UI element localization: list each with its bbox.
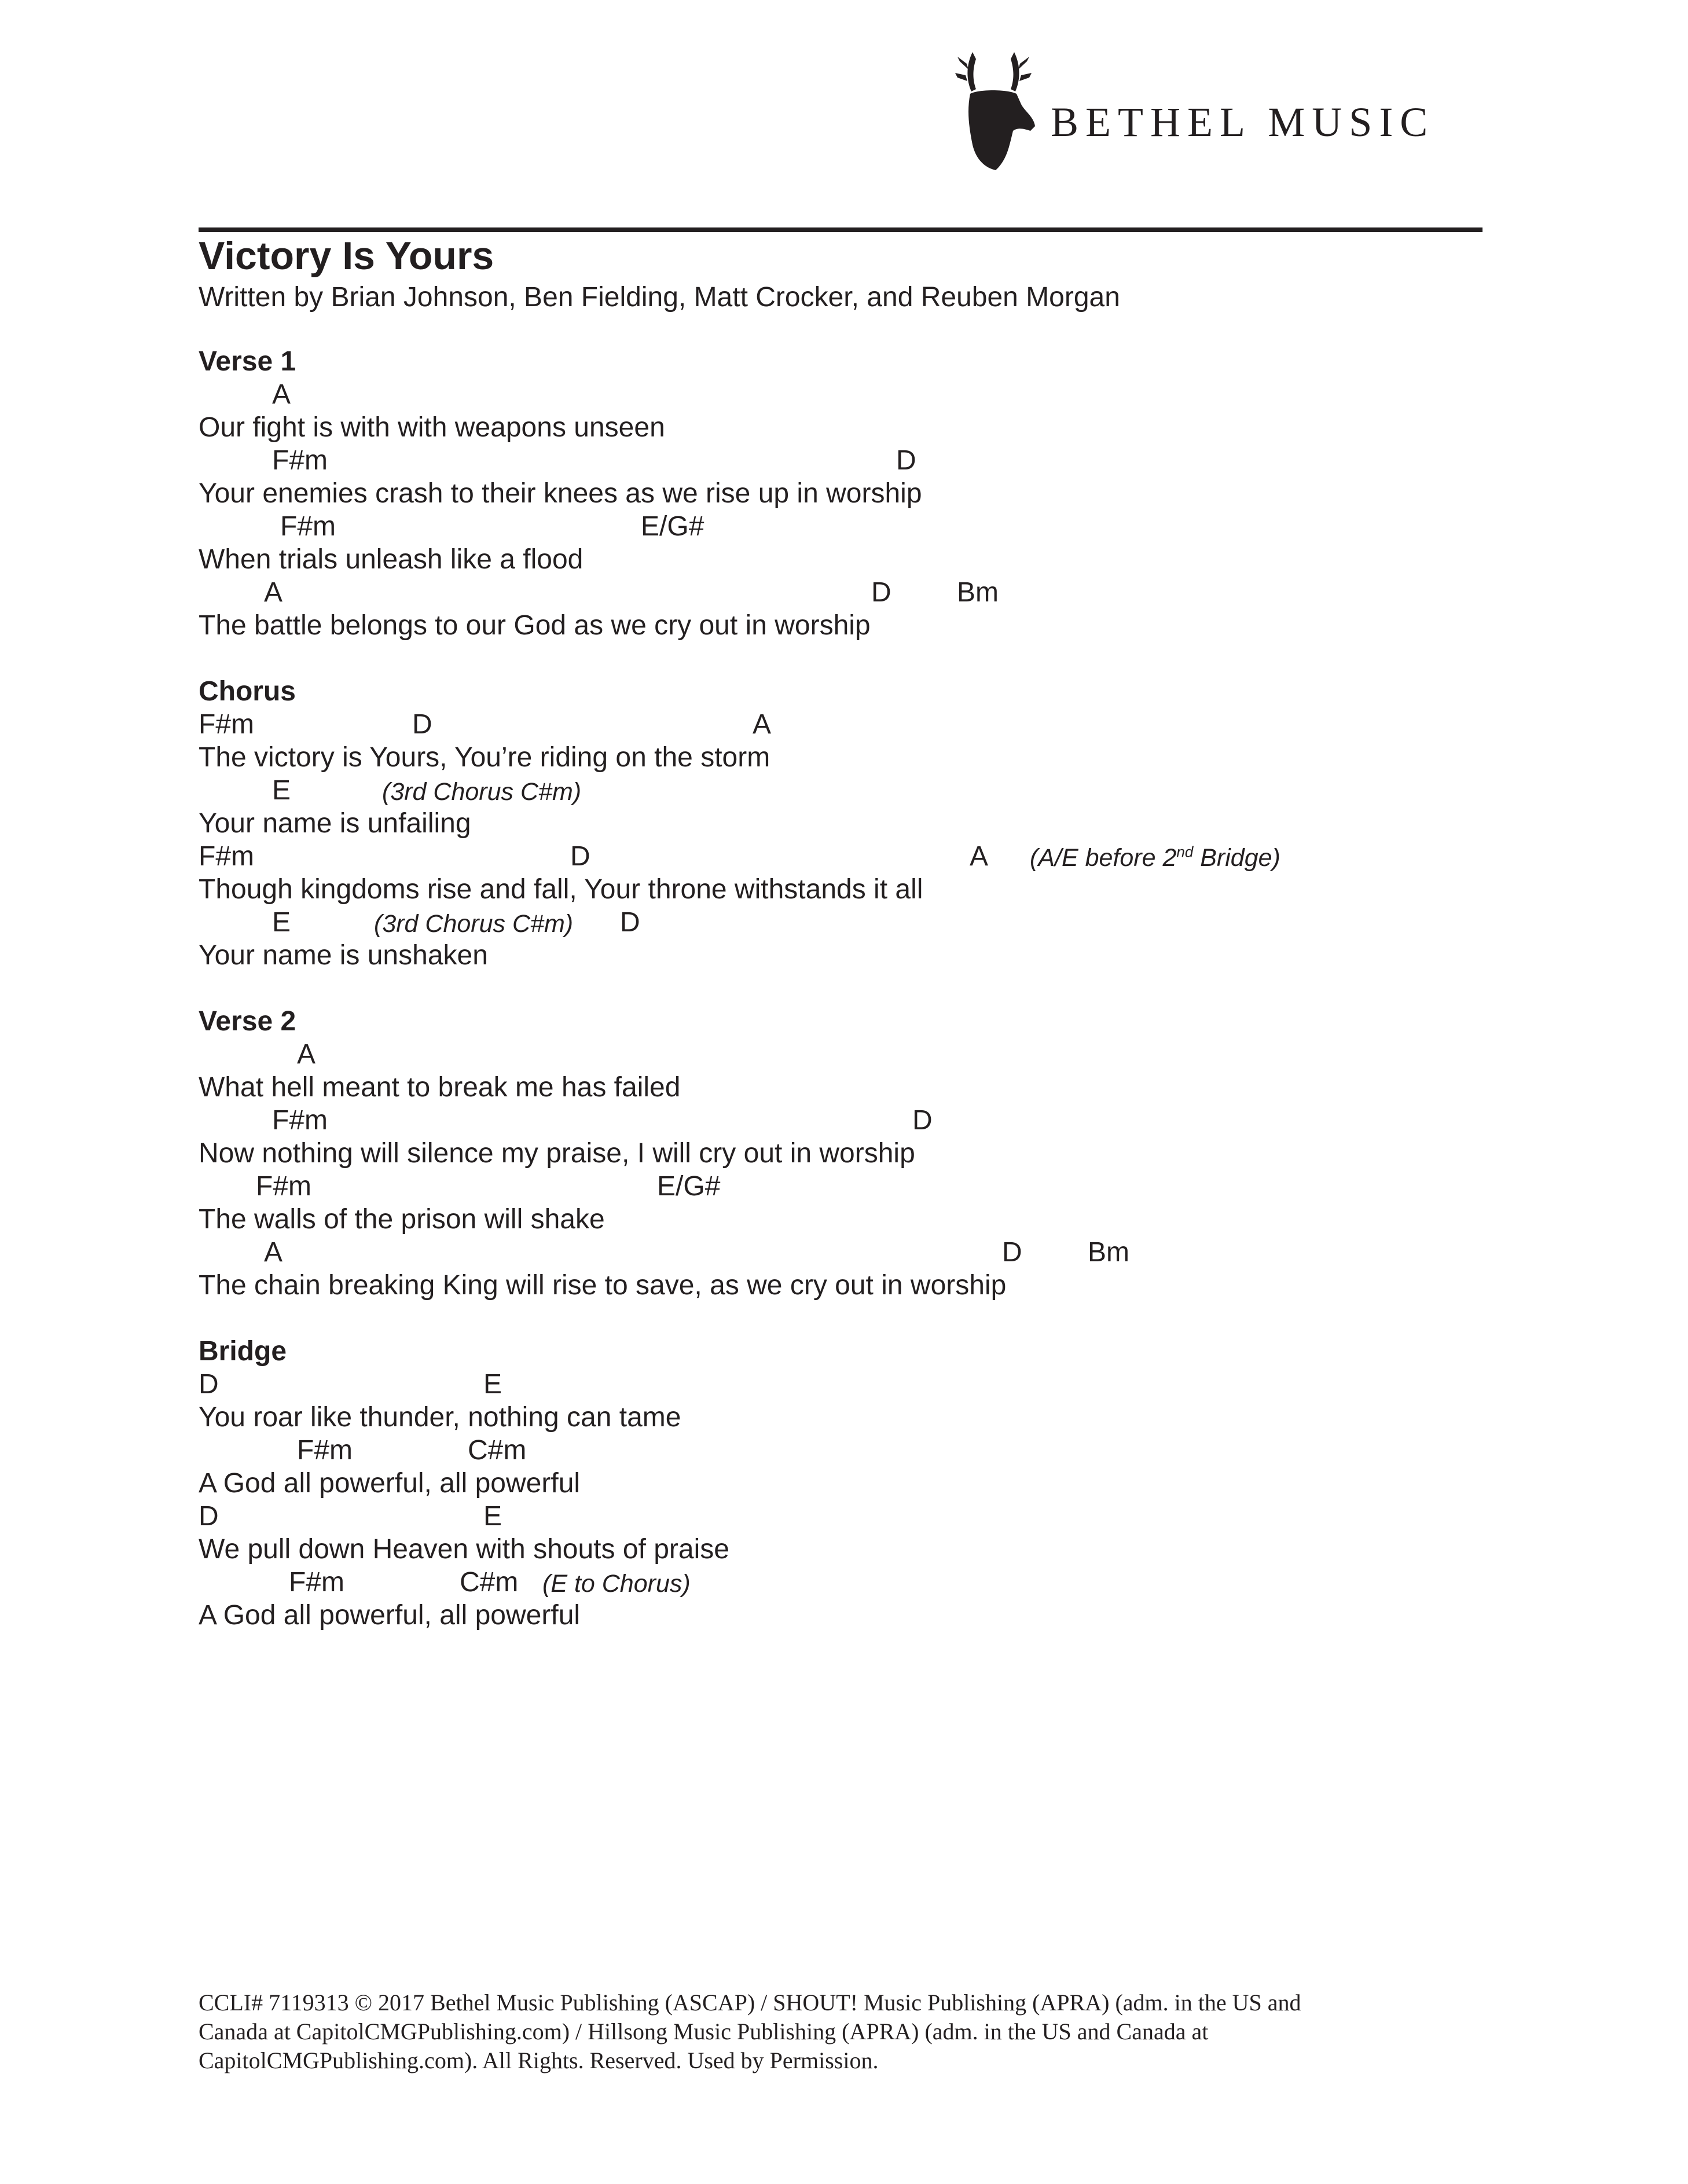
chord-note: (3rd Chorus C#m) [382,778,582,806]
bridge-heading: Bridge [199,1336,287,1367]
song-title: Victory Is Yours [199,234,494,278]
lyric-line: The walls of the prison will shake [199,1204,605,1235]
lyric-line: A God all powerful, all powerful [199,1600,581,1631]
chord: F#m [272,1105,328,1136]
copyright-line: Canada at CapitolCMGPublishing.com) / Hillsong Music Publishing (APRA) (adm. in the US and Canada at [199,2018,1209,2044]
lyric-line: Now nothing will silence my praise, I will cry out in worship [199,1138,915,1169]
chord: D [896,445,916,476]
chord-note [1030,842,1280,875]
chord-line [199,1236,1129,1269]
chord: Bm [1088,1237,1129,1268]
chord: D [199,1501,219,1532]
lyric-line: What hell meant to break me has failed [199,1072,681,1103]
chord: D [412,709,432,740]
copyright-footer [199,1988,1507,2075]
lyric-line: The battle belongs to our God as we cry out in worship [199,610,871,641]
chord-note: (E to Chorus) [542,1570,691,1598]
lyric-line: The chain breaking King will rise to save, as we cry out in worship [199,1270,1007,1301]
chord-line [199,1104,1006,1137]
chord-line [199,1368,1006,1401]
lyric-line: Our fight is with with weapons unseen [199,412,665,443]
chord: F#m [256,1171,311,1202]
chord-line [199,378,1006,411]
chord: E/G# [657,1171,721,1202]
lyric-line: The victory is Yours, You’re riding on the storm [199,742,770,773]
chord: A [264,577,283,608]
chord: C#m [460,1567,519,1598]
chord: E [272,907,291,938]
lyric-line: Your name is unfailing [199,808,471,839]
note-text: Bridge) [1193,844,1280,872]
verse1-heading: Verse 1 [199,346,296,377]
chord: E/G# [641,511,704,542]
chord-line [199,1566,1006,1599]
chord: A [264,1237,283,1268]
chord-line [199,1434,1006,1467]
section-gap [199,1302,1006,1335]
chord: E [483,1369,502,1400]
section-gap [199,642,1006,675]
chord: A [753,709,772,740]
chord: D [912,1105,933,1136]
chord: E [272,775,291,806]
song-authors: Written by Brian Johnson, Ben Fielding, Matt Crocker, and Reuben Morgan [199,282,1120,313]
chord: F#m [199,709,254,740]
note-superscript: nd [1176,843,1194,861]
chord: F#m [297,1435,353,1466]
chorus-heading: Chorus [199,676,296,707]
chord-note: (3rd Chorus C#m) [374,910,574,938]
chord: D [570,841,590,872]
copyright-line: CCLI# 7119313 © 2017 Bethel Music Publishing (ASCAP) / SHOUT! Music Publishing (APRA) (adm. in the US and [199,1990,1301,2016]
deer-head-icon [949,46,1036,174]
chord: D [620,907,640,938]
chord-line [199,576,1006,609]
chord: F#m [289,1567,344,1598]
chord: D [871,577,891,608]
chord-line [199,444,1006,477]
chord: F#m [199,841,254,872]
chord: E [483,1501,502,1532]
chord-line [199,1038,1006,1071]
lyric-line: Your enemies crash to their knees as we rise up in worship [199,478,922,509]
lyric-line: When trials unleash like a flood [199,544,584,575]
chord-sheet [199,345,1280,1632]
chord: A [272,379,291,410]
chord-line [199,1500,1006,1533]
copyright-line: CapitolCMGPublishing.com). All Rights. Reserved. Used by Permission. [199,2047,879,2073]
lyric-line: Though kingdoms rise and fall, Your throne withstands it all [199,874,923,905]
chord-line [199,510,1006,543]
chord-line [199,906,1006,939]
note-text: (A/E before 2 [1030,844,1177,872]
chord: A [297,1039,316,1070]
chord: C#m [468,1435,527,1466]
lyric-line: You roar like thunder, nothing can tame [199,1402,681,1433]
brand-logo [949,46,1470,179]
chord: D [1002,1237,1022,1268]
verse2-heading: Verse 2 [199,1006,296,1037]
lyric-line: A God all powerful, all powerful [199,1468,581,1499]
chord-line [199,840,1280,873]
brand-name: BETHEL MUSIC [1051,99,1435,145]
lyric-line: We pull down Heaven with shouts of praise [199,1534,729,1565]
header-rule [199,227,1482,232]
lyric-line: Your name is unshaken [199,940,488,971]
chord: D [199,1369,219,1400]
chord: F#m [280,511,336,542]
chord-line [199,774,1006,807]
chord: F#m [272,445,328,476]
chord-line [199,1170,1006,1203]
chord: Bm [957,577,999,608]
chord: A [970,841,989,872]
chord-line [199,708,1006,741]
section-gap [199,972,1006,1005]
